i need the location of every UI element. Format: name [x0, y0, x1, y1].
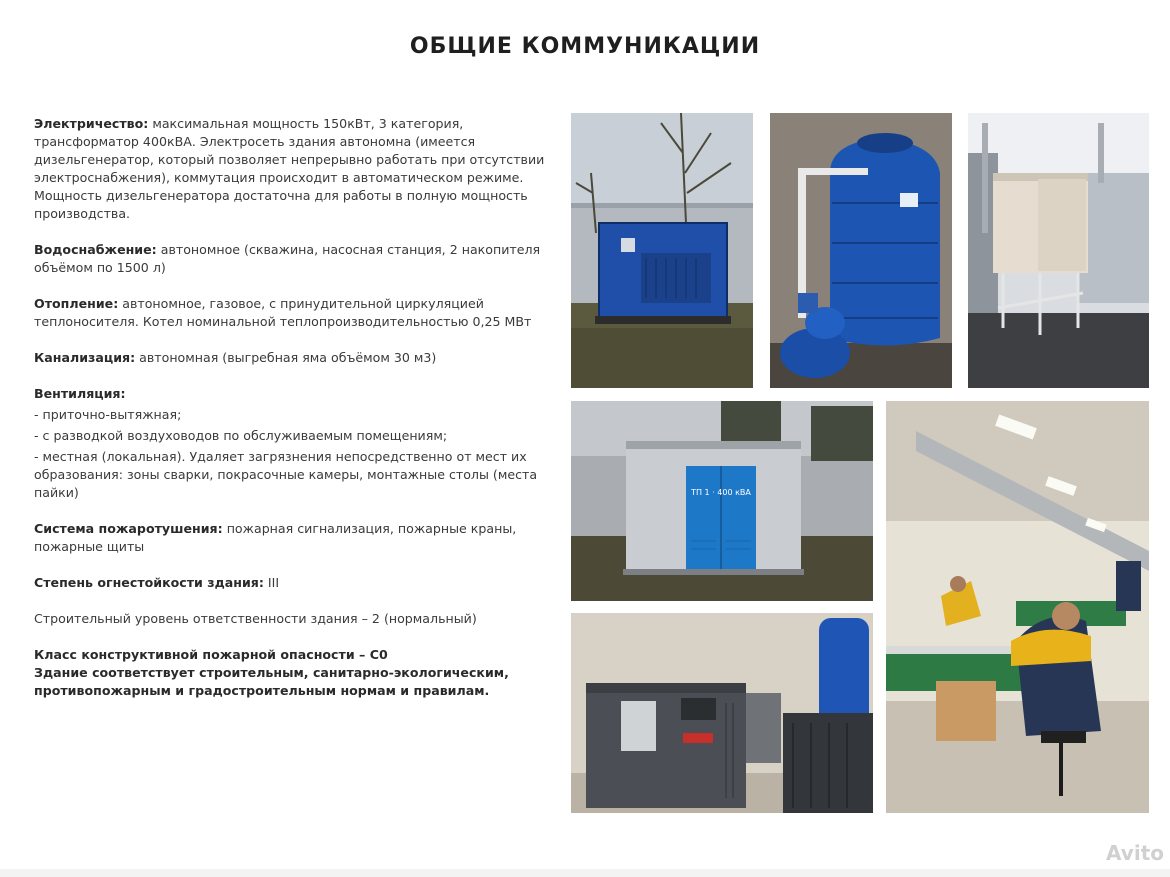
water-label: Водоснабжение:	[34, 242, 157, 257]
responsibility-text: Строительный уровень ответственности здания – 2 (нормальный)	[34, 611, 477, 626]
fire-system-paragraph	[34, 520, 549, 556]
photo-compressors	[571, 613, 873, 813]
bottom-divider	[0, 869, 1170, 877]
watermark: Avito	[1106, 841, 1164, 865]
fire-system-label: Система пожаротушения:	[34, 521, 223, 536]
electricity-label: Электричество:	[34, 116, 149, 131]
responsibility-paragraph	[34, 610, 549, 628]
fire-resistance-text: III	[263, 575, 280, 590]
ventilation-block	[34, 385, 549, 502]
heating-paragraph	[34, 295, 549, 331]
water-text: автономное (скважина, насосная станция, 2 накопителя объёмом по 1500 л)	[34, 242, 541, 275]
transformer-sign: ТП 1 · 400 кВА	[691, 488, 751, 497]
electricity-text: максимальная мощность 150кВт, 3 категория, трансформатор 400кВА. Электросеть здания автономна (имеется дизельгенератор, который позволяет непрерывно работать при отсутствии электроснабжения), коммутация происходит в автоматическом режиме. Мощность дизельгенератора достаточна для работы в полную мощность производства.	[34, 116, 545, 221]
photo-diesel-generator	[571, 113, 753, 388]
ventilation-item: - местная (локальная). Удаляет загрязнения непосредственно от мест их образования: зоны сварки, покрасочные камеры, монтажные столы (места пайки)	[34, 449, 538, 500]
fire-system-text: пожарная сигнализация, пожарные краны, пожарные щиты	[34, 521, 517, 554]
sewage-paragraph	[34, 349, 549, 367]
electricity-paragraph	[34, 115, 549, 223]
ventilation-item: - с разводкой воздуховодов по обслуживаемым помещениям;	[34, 428, 448, 443]
fire-resistance-label: Степень огнестойкости здания:	[34, 575, 264, 590]
fire-class-label: Класс конструктивной пожарной опасности – С0	[34, 647, 388, 662]
fire-class-block	[34, 646, 549, 700]
sewage-label: Канализация:	[34, 350, 136, 365]
text-column	[34, 115, 549, 700]
heating-label: Отопление:	[34, 296, 119, 311]
photo-transformer	[571, 401, 873, 601]
ventilation-item: - приточно-вытяжная;	[34, 407, 182, 422]
fire-class-text: Здание соответствует строительным, санитарно-экологическим, противопожарным и градостроительным нормам и правилам.	[34, 665, 509, 698]
water-paragraph	[34, 241, 549, 277]
ventilation-label: Вентиляция:	[34, 386, 126, 401]
photo-workshop	[886, 401, 1149, 813]
page-title: ОБЩИЕ КОММУНИКАЦИИ	[409, 34, 761, 59]
heating-text: автономное, газовое, с принудительной циркуляцией теплоносителя. Котел номинальной теплопроизводительностью 0,25 МВт	[34, 296, 532, 329]
sewage-text: автономная (выгребная яма объёмом 30 м3)	[135, 350, 437, 365]
photo-outdoor-cabinet	[968, 113, 1149, 388]
fire-resistance-paragraph	[34, 574, 549, 592]
photo-water-tank	[770, 113, 952, 388]
